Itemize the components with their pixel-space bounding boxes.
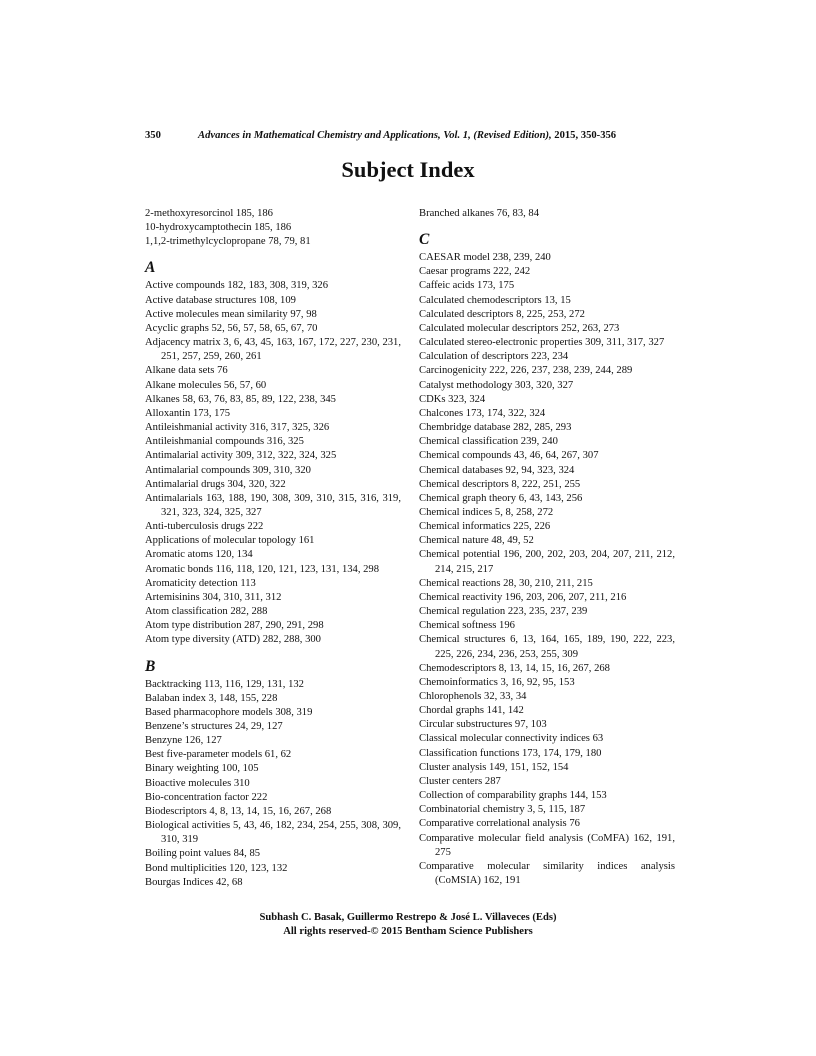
index-entry: Chemical informatics 225, 226: [419, 521, 551, 533]
index-entry: Chemical softness 196: [419, 620, 515, 632]
index-entry: CDKs 323, 324: [419, 393, 486, 405]
index-entry: Antimalarial activity 309, 312, 322, 324, 325: [145, 450, 337, 462]
index-entry: Caffeic acids 173, 175: [419, 280, 515, 292]
index-entry: Collection of comparability graphs 144, 153: [419, 790, 607, 802]
index-entry: Comparative correlational analysis 76: [419, 818, 580, 830]
index-entry: Benzene’s structures 24, 29, 127: [145, 721, 283, 732]
index-entry: Active database structures 108, 109: [145, 294, 296, 306]
index-entry: Based pharmacophore models 308, 319: [145, 706, 313, 718]
index-entry: Chemical regulation 223, 235, 237, 239: [419, 606, 588, 618]
index-entry: Active compounds 182, 183, 308, 319, 326: [145, 280, 329, 292]
page-title: Subject Index: [341, 157, 475, 182]
index-entry: Chemical reactivity 196, 203, 206, 207, 211, 216: [419, 591, 627, 603]
index-entry: Chemical nature 48, 49, 52: [419, 535, 534, 547]
index-entry: CAESAR model 238, 239, 240: [419, 252, 551, 264]
index-entry: Biological activities 5, 43, 46, 182, 234, 254, 255, 308, 309, 310, 319: [145, 820, 401, 846]
index-entry: Atom type distribution 287, 290, 291, 298: [145, 620, 324, 632]
index-entry: Comparative molecular field analysis (CoMFA) 162, 191, 275: [419, 832, 675, 858]
index-entry: Cluster centers 287: [419, 775, 501, 787]
page-number: 350: [145, 130, 161, 141]
index-entry: Branched alkanes 76, 83, 84: [419, 208, 540, 219]
index-entry: 10-hydroxycamptothecin 185, 186: [145, 222, 292, 234]
index-entry: Alkanes 58, 63, 76, 83, 85, 89, 122, 238, 345: [145, 393, 336, 405]
index-entry: Chembridge database 282, 285, 293: [419, 422, 572, 434]
index-entry: 1,1,2-trimethylcyclopropane 78, 79, 81: [145, 236, 311, 248]
index-entry: Bond multiplicities 120, 123, 132: [145, 862, 288, 874]
index-entry: Antimalarial drugs 304, 320, 322: [145, 478, 286, 490]
index-entry: Aromatic bonds 116, 118, 120, 121, 123, 131, 134, 298: [145, 563, 380, 575]
index-entry: Chemoinformatics 3, 16, 92, 95, 153: [419, 676, 575, 688]
index-entry: Chemical descriptors 8, 222, 251, 255: [419, 478, 581, 490]
index-entry: 2-methoxyresorcinol 185, 186: [145, 208, 273, 219]
index-entry: Chemodescriptors 8, 13, 14, 15, 16, 267, 268: [419, 662, 610, 674]
section-letter: A: [145, 259, 156, 277]
index-entry: Comparative molecular similarity indices analysis (CoMSIA) 162, 191: [419, 860, 675, 887]
index-entry: Carcinogenicity 222, 226, 237, 238, 239, 244, 289: [419, 365, 633, 377]
index-entry: Antileishmanial compounds 316, 325: [145, 436, 304, 448]
index-entry: Bourgas Indices 42, 68: [145, 876, 243, 888]
footer-copyright: All rights reserved-© 2015 Bentham Science Publishers: [283, 925, 533, 937]
index-entry: Benzyne 126, 127: [145, 735, 222, 747]
index-entry: Antimalarials 163, 188, 190, 308, 309, 310, 315, 316, 319, 321, 323, 324, 325, 327: [145, 492, 401, 518]
index-entry: Cluster analysis 149, 151, 152, 154: [419, 761, 569, 773]
index-entry: Alkane data sets 76: [145, 365, 228, 377]
index-entry: Antileishmanial activity 316, 317, 325, 326: [145, 422, 330, 434]
index-entry: Balaban index 3, 148, 155, 228: [145, 692, 278, 704]
index-entry: Applications of molecular topology 161: [145, 535, 315, 547]
index-entry: Acyclic graphs 52, 56, 57, 58, 65, 67, 70: [145, 322, 318, 334]
index-entry: Calculated chemodescriptors 13, 15: [419, 294, 571, 306]
index-entry: Aromaticity detection 113: [145, 577, 256, 589]
index-entry: Chemical reactions 28, 30, 210, 211, 215: [419, 577, 593, 589]
index-entry: Combinatorial chemistry 3, 5, 115, 187: [419, 804, 586, 816]
index-entry: Atom type diversity (ATD) 282, 288, 300: [145, 634, 321, 646]
index-entry: Antimalarial compounds 309, 310, 320: [145, 464, 311, 476]
index-entry: Classification functions 173, 174, 179, 180: [419, 747, 602, 759]
index-entry: Calculated stereo-electronic properties 309, 311, 317, 327: [419, 337, 665, 349]
index-entry: Atom classification 282, 288: [145, 606, 268, 618]
footer: [0, 911, 816, 938]
index-entry: Bio-concentration factor 222: [145, 791, 268, 803]
index-entry: Best five-parameter models 61, 62: [145, 749, 292, 761]
index-entry: Chemical databases 92, 94, 323, 324: [419, 464, 575, 476]
index-column-left: [145, 207, 401, 890]
index-entry: Adjacency matrix 3, 6, 43, 45, 163, 167, 172, 227, 230, 231, 251, 257, 259, 260, 261: [145, 337, 401, 363]
running-title-pages: 2015, 350-356: [551, 130, 617, 141]
index-entry: Chemical graph theory 6, 43, 143, 256: [419, 492, 583, 504]
index-entry: Caesar programs 222, 242: [419, 266, 531, 278]
index-entry: Alloxantin 173, 175: [145, 407, 231, 419]
index-entry: Calculated molecular descriptors 252, 263, 273: [419, 322, 620, 334]
index-entry: Chemical classification 239, 240: [419, 436, 558, 448]
index-entry: Chemical structures 6, 13, 164, 165, 189, 190, 222, 223, 225, 226, 234, 236, 253, 255, 309: [419, 634, 675, 660]
index-entry: Active molecules mean similarity 97, 98: [145, 308, 317, 320]
index-entry: Chalcones 173, 174, 322, 324: [419, 407, 546, 419]
index-entry: Backtracking 113, 116, 129, 131, 132: [145, 678, 304, 690]
index-entry: Chordal graphs 141, 142: [419, 705, 524, 717]
running-title: [198, 130, 616, 141]
index-entry: Chemical potential 196, 200, 202, 203, 204, 207, 211, 212, 214, 215, 217: [419, 549, 675, 575]
section-letter: B: [145, 657, 156, 675]
index-entry: Calculation of descriptors 223, 234: [419, 351, 569, 363]
index-entry: Biodescriptors 4, 8, 13, 14, 15, 16, 267, 268: [145, 805, 332, 817]
index-entry: Chemical indices 5, 8, 258, 272: [419, 506, 554, 518]
index-entry: Binary weighting 100, 105: [145, 763, 259, 775]
section-letter: C: [419, 231, 430, 249]
index-entry: Calculated descriptors 8, 225, 253, 272: [419, 308, 585, 320]
index-entry: Circular substructures 97, 103: [419, 719, 547, 731]
index-entry: Bioactive molecules 310: [145, 777, 250, 789]
index-entry: Anti-tuberculosis drugs 222: [145, 521, 264, 533]
index-entry: Alkane molecules 56, 57, 60: [145, 379, 267, 391]
index-entry: Chemical compounds 43, 46, 64, 267, 307: [419, 450, 599, 462]
index-entry: Aromatic atoms 120, 134: [145, 549, 253, 561]
index-entry: Classical molecular connectivity indices 63: [419, 733, 604, 745]
index-entry: Catalyst methodology 303, 320, 327: [419, 379, 574, 391]
index-entry: Artemisinins 304, 310, 311, 312: [145, 591, 282, 603]
index-column-right: [419, 207, 675, 888]
index-entry: Boiling point values 84, 85: [145, 848, 261, 860]
footer-editors: Subhash C. Basak, Guillermo Restrepo & José L. Villaveces (Eds): [259, 912, 557, 923]
running-title-journal: Advances in Mathematical Chemistry and Applications, Vol. 1, (Revised Edition),: [198, 130, 552, 141]
index-entry: Chlorophenols 32, 33, 34: [419, 691, 527, 702]
